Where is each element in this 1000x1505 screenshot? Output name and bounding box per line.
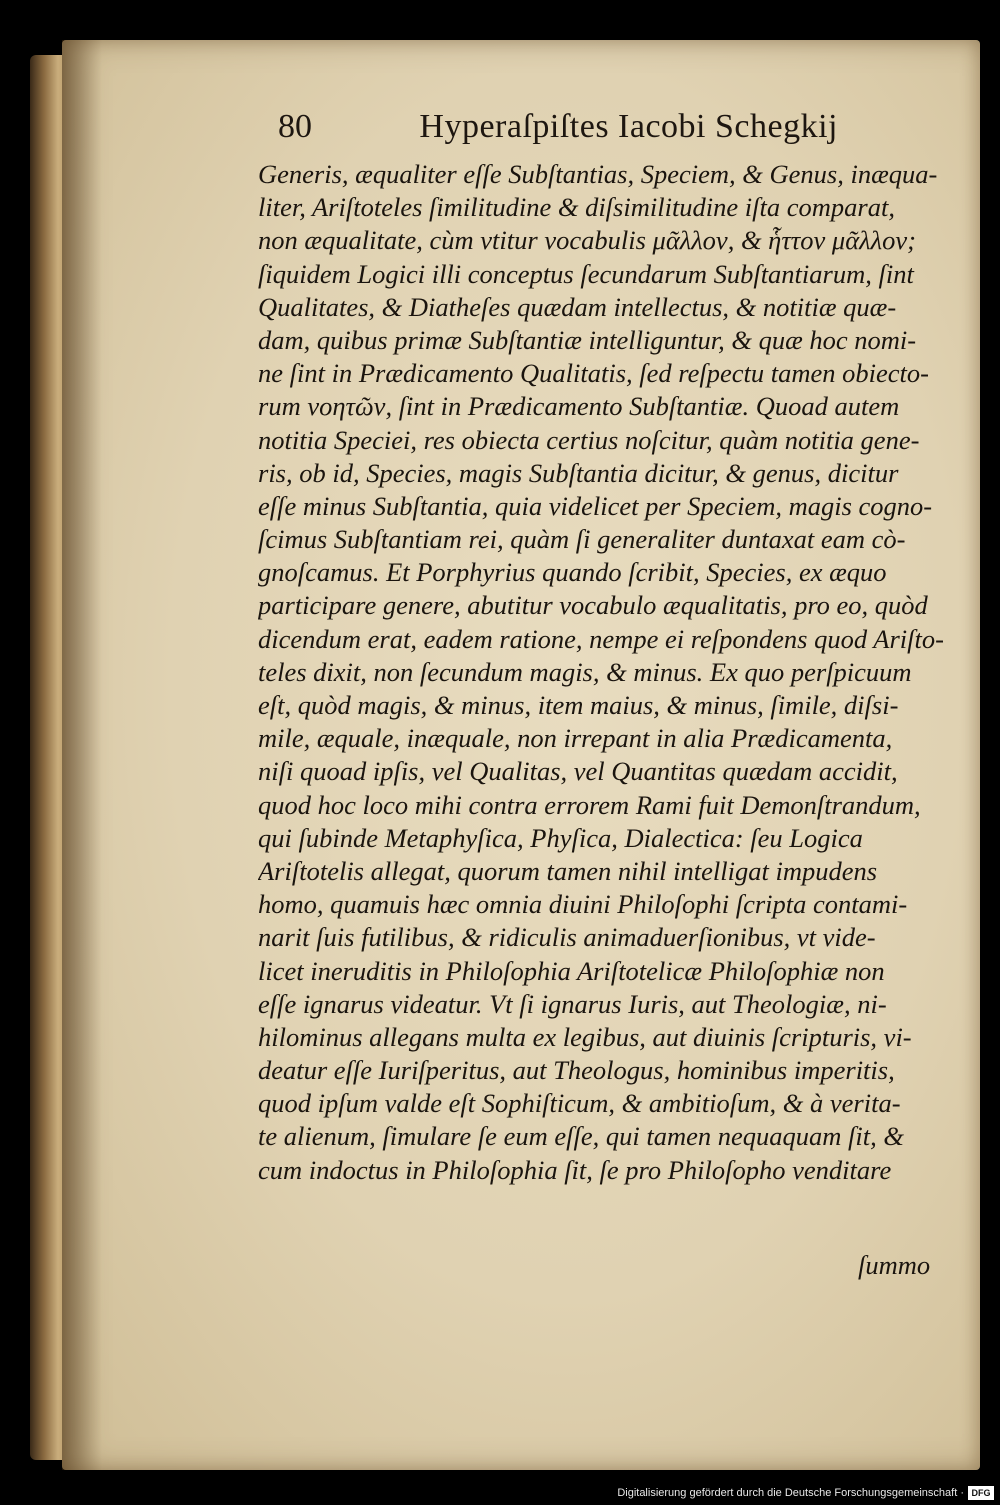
text-line: Generis, æqualiter eſſe Subſtantias, Speciem, & Genus, inæqua- xyxy=(258,159,938,189)
text-line: teles dixit, non ſecundum magis, & minus. Ex quo perſpicuum xyxy=(258,656,912,687)
text-line: narit ſuis futilibus, & ridiculis animaduerſionibus, vt vide- xyxy=(258,922,876,953)
running-head xyxy=(278,108,838,146)
text-line: liter, Ariſtoteles ſimilitudine & diſsimilitudine iſta comparat, xyxy=(258,192,895,223)
text-line: mile, æquale, inæquale, non irrepant in alia Prædicamenta, xyxy=(258,723,893,754)
text-line: non æqualitate, cùm vtitur vocabulis μᾶλλον, & ἧττον μᾶλλον; xyxy=(258,225,916,256)
gutter-shadow xyxy=(62,40,102,1470)
text-line: eſt, quòd magis, & minus, item maius, & minus, ſimile, diſsi- xyxy=(258,690,899,720)
text-line: niſi quoad ipſis, vel Qualitas, vel Quantitas quædam accidit, xyxy=(258,756,898,787)
text-line: participare genere, abutitur vocabulo æqualitatis, pro eo, quòd xyxy=(258,590,928,621)
text-line: Qualitates, & Diatheſes quædam intellectus, & notitiæ quæ- xyxy=(258,291,897,322)
text-line: dam, quibus primæ Subſtantiæ intelliguntur, & quæ hoc nomi- xyxy=(258,324,917,355)
text-line: homo, quamuis hæc omnia diuini Philoſophi ſcripta contami- xyxy=(258,889,908,920)
text-line: te alienum, ſimulare ſe eum eſſe, qui tamen nequaquam ſit, & xyxy=(258,1121,904,1152)
text-line: deatur eſſe Iuriſperitus, aut Theologus, hominibus imperitis, xyxy=(258,1055,895,1086)
text-line: ris, ob id, Species, magis Subſtantia dicitur, & genus, dicitur xyxy=(258,457,899,488)
text-line: ſiquidem Logici illi conceptus ſecundarum Subſtantiarum, ſint xyxy=(258,258,914,289)
body-text xyxy=(258,158,970,1187)
text-line: eſſe ignarus videatur. Vt ſi ignarus Iuris, aut Theologiæ, ni- xyxy=(258,988,887,1019)
text-line: gnoſcamus. Et Porphyrius quando ſcribit, Species, ex æquo xyxy=(258,557,887,588)
text-line: quod hoc loco mihi contra errorem Rami fuit Demonſtrandum, xyxy=(258,789,921,820)
catchword: ſummo xyxy=(858,1250,931,1280)
text-line: ne ſint in Prædicamento Qualitatis, ſed reſpectu tamen obiecto- xyxy=(258,358,929,389)
text-line: notitia Speciei, res obiecta certius noſcitur, quàm notitia gene- xyxy=(258,424,920,455)
text-line: eſſe minus Subſtantia, quia videlicet per Speciem, magis cogno- xyxy=(258,490,933,521)
page-number: 80 xyxy=(278,108,312,145)
text-line: Ariſtotelis allegat, quorum tamen nihil intelligat impudens xyxy=(258,855,878,886)
text-line: rum νοητῶν, ſint in Prædicamento Subſtantiæ. Quoad autem xyxy=(258,391,900,422)
funding-notice: Digitalisierung gefördert durch die Deutsche Forschungsgemeinschaft · xyxy=(617,1487,964,1499)
text-line: qui ſubinde Metaphyſica, Phyſica, Dialectica: ſeu Logica xyxy=(258,822,863,853)
text-line: hilominus allegans multa ex legibus, aut diuinis ſcripturis, vi- xyxy=(258,1021,912,1052)
text-line: ſcimus Subſtantiam rei, quàm ſi generaliter duntaxat eam cò- xyxy=(258,524,906,555)
text-line: quod ipſum valde eſt Sophiſticum, & ambitioſum, & à verita- xyxy=(258,1088,901,1119)
text-line: licet ineruditis in Philoſophia Ariſtotelicæ Philoſophiæ non xyxy=(258,955,885,986)
text-line: dicendum erat, eadem ratione, nempe ei reſpondens quod Ariſto- xyxy=(258,623,944,654)
header-title: Hyperaſpiſtes Iacobi Schegkij xyxy=(419,108,838,145)
text-line: cum indoctus in Philoſophia ſit, ſe pro Philoſopho venditare xyxy=(258,1154,892,1185)
dfg-logo: DFG xyxy=(968,1486,994,1500)
